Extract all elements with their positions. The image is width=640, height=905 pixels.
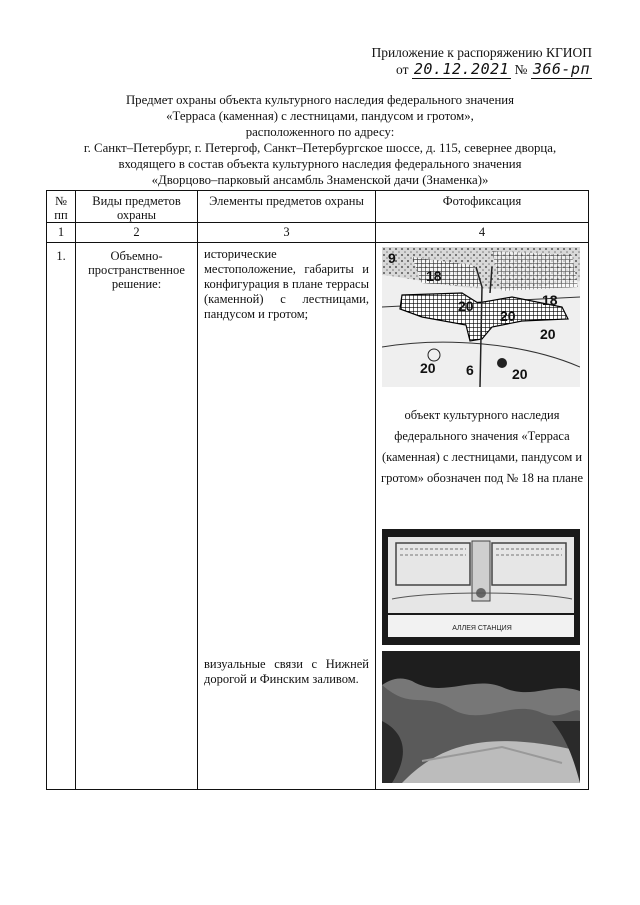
- plan-label: 6: [466, 362, 474, 378]
- plan-label: 18: [542, 292, 558, 308]
- row-kind: Объемно-пространственное решение:: [76, 243, 198, 790]
- column-number: 1: [47, 223, 76, 243]
- plan-label: 9: [388, 250, 396, 266]
- annex-date: 20.12.2021: [413, 60, 510, 78]
- row-photos: [376, 243, 589, 790]
- column-number: 4: [376, 223, 589, 243]
- number-label: №: [514, 62, 528, 77]
- plan-label: 20: [512, 366, 528, 382]
- plan-label: 20: [500, 308, 516, 324]
- title-line: Предмет охраны объекта культурного наследия федерального значения: [125, 93, 515, 107]
- column-number-row: [47, 223, 589, 243]
- title-line: расположенного по адресу:: [245, 125, 395, 139]
- drawing-caption: АЛЛЕЯ СТАНЦИЯ: [452, 625, 512, 632]
- column-number: 3: [198, 223, 376, 243]
- element-visual-links: визуальные связи с Нижней дорогой и Финским заливом.: [204, 657, 369, 686]
- table-header-row: [47, 191, 589, 223]
- header-elements: Элементы предметов охраны: [198, 191, 376, 223]
- from-label: от: [396, 62, 409, 77]
- header-photos: Фотофиксация: [376, 191, 589, 223]
- plan-label: 20: [458, 298, 474, 314]
- element-location: исторические местоположение, габариты и конфигурация в плане террасы (каменной) с лестницами, пандусом и гротом;: [204, 247, 369, 321]
- annex-date-line: [371, 61, 592, 78]
- site-plan-image: [382, 247, 580, 387]
- plan-label: 20: [540, 326, 556, 342]
- annex-line: Приложение к распоряжению КГИОП: [371, 45, 592, 60]
- plan-label: 20: [420, 360, 436, 376]
- plan-label: 18: [426, 268, 442, 284]
- header-number: № пп: [47, 191, 76, 223]
- row-elements: [198, 243, 376, 790]
- annex-number: 366-рп: [532, 60, 590, 78]
- document-title: [40, 92, 600, 188]
- title-line: входящего в состав объекта культурного наследия федерального значения: [118, 157, 522, 171]
- row-number: 1.: [47, 243, 76, 790]
- historic-drawing-image: [382, 529, 580, 645]
- annex-block: [371, 44, 592, 78]
- title-line: «Дворцово–парковый ансамбль Знаменской дачи (Знаменка)»: [151, 173, 489, 187]
- title-line: «Терраса (каменная) с лестницами, пандусом и гротом»,: [166, 109, 474, 123]
- landscape-photo-image: [382, 651, 580, 783]
- plan-caption: объект культурного наследия федерального значения «Терраса (каменная) с лестницами, пандусом и гротом» обозначен под № 18 на плане: [380, 408, 584, 485]
- table-row: [47, 243, 589, 790]
- header-kind: Виды предметов охраны: [76, 191, 198, 223]
- protection-table: [46, 190, 589, 790]
- title-line: г. Санкт–Петербург, г. Петергоф, Санкт–Петербургское шоссе, д. 115, севернее дворца,: [83, 141, 557, 155]
- column-number: 2: [76, 223, 198, 243]
